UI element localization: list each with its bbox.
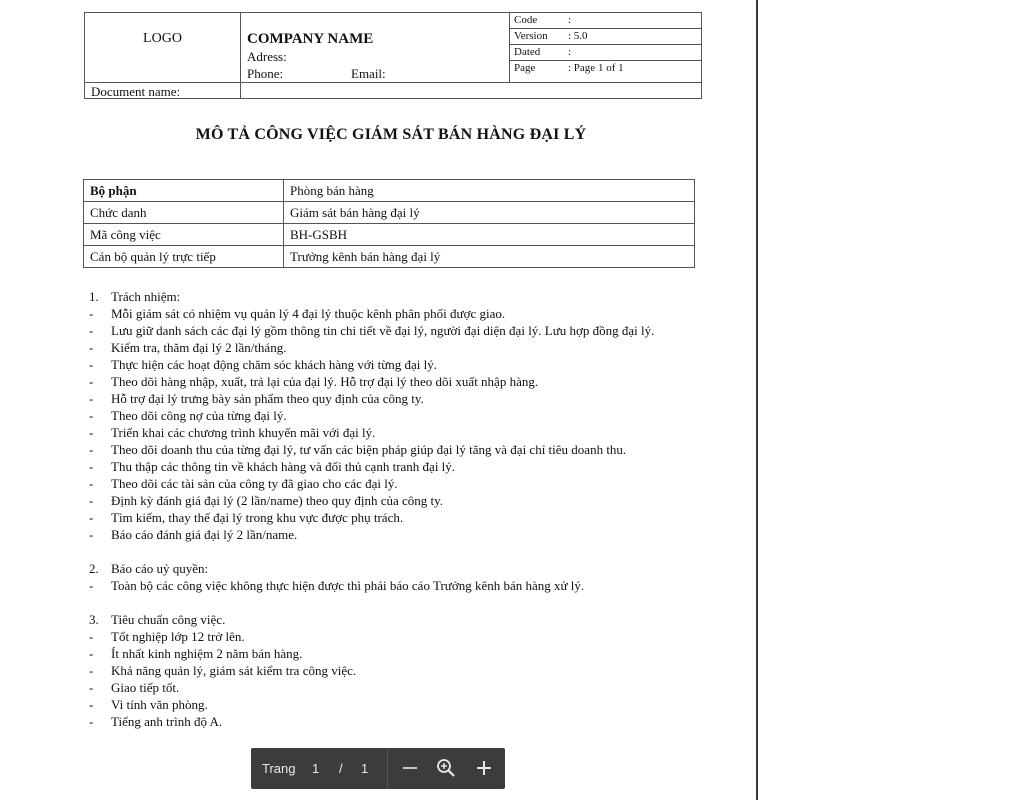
list-item: [89, 339, 699, 356]
list-item-text: Toàn bộ các công việc không thực hiện được thì phải báo cáo Trưởng kênh bán hàng xử lý.: [111, 578, 585, 593]
table-cell-value: Giám sát bán hàng đại lý: [284, 202, 695, 224]
section-heading: [89, 611, 699, 628]
section-title: Trách nhiệm:: [111, 289, 181, 304]
list-item-text: Hỗ trợ đại lý trưng bày sản phẩm theo quy định của công ty.: [111, 391, 424, 406]
info-key: Dated: [514, 46, 541, 58]
address-label: Adress:: [247, 49, 287, 64]
list-item-text: Triển khai các chương trình khuyến mãi với đại lý.: [111, 425, 376, 440]
table-row: [84, 180, 695, 202]
section-number: 2.: [89, 561, 99, 576]
table-cell-label: Mã công việc: [84, 224, 284, 246]
list-item: [89, 424, 699, 441]
bullet-dash: -: [89, 374, 94, 389]
list-item-text: Theo dõi hàng nhập, xuất, trả lại của đại lý. Hỗ trợ đại lý theo dõi xuất nhập hàng.: [111, 374, 539, 389]
document-header: [84, 12, 702, 99]
info-key: Code: [514, 14, 538, 26]
bullet-dash: -: [89, 680, 94, 695]
document-name-label: Document name:: [91, 84, 181, 99]
list-item: [89, 390, 699, 407]
list-item: [89, 322, 699, 339]
list-item: [89, 441, 699, 458]
total-pages: 1: [361, 761, 369, 776]
info-value: : Page 1 of 1: [568, 62, 624, 74]
bullet-dash: -: [89, 391, 94, 406]
list-item-text: Theo dõi các tài sản của công ty đã giao cho các đại lý.: [111, 476, 398, 491]
table-row: [84, 224, 695, 246]
list-item: [89, 662, 699, 679]
list-item-text: Tốt nghiệp lớp 12 trở lên.: [111, 629, 245, 644]
list-item: [89, 407, 699, 424]
section-number: 1.: [89, 289, 99, 304]
bullet-dash: -: [89, 578, 94, 593]
section-title: Tiêu chuẩn công việc.: [111, 612, 226, 627]
toolbar-divider: [387, 748, 388, 789]
bullet-dash: -: [89, 340, 94, 355]
list-item-text: Vi tính văn phòng.: [111, 697, 208, 712]
job-info-table: [83, 179, 695, 268]
bullet-dash: -: [89, 663, 94, 678]
table-row: [84, 202, 695, 224]
list-item-text: Khả năng quản lý, giám sát kiểm tra công việc.: [111, 663, 357, 678]
section-title: Báo cáo uỷ quyền:: [111, 561, 209, 576]
bullet-dash: -: [89, 527, 94, 542]
list-item: [89, 509, 699, 526]
document-info-block: [509, 13, 702, 82]
bullet-dash: -: [89, 493, 94, 508]
info-value: : 5.0: [568, 30, 588, 42]
list-item: [89, 645, 699, 662]
document-body: [89, 288, 699, 730]
table-cell-value: Phòng bán hàng: [284, 180, 695, 202]
info-key: Version: [514, 30, 548, 42]
pdf-toolbar: [251, 748, 505, 789]
list-item-text: Theo dõi công nợ của từng đại lý.: [111, 408, 287, 423]
bullet-dash: -: [89, 442, 94, 457]
document-title: MÔ TẢ CÔNG VIỆC GIÁM SÁT BÁN HÀNG ĐẠI LÝ: [195, 126, 587, 143]
info-key: Page: [514, 62, 536, 74]
table-cell-label: Cán bộ quản lý trực tiếp: [84, 246, 284, 268]
list-item-text: Báo cáo đánh giá đại lý 2 lần/name.: [111, 527, 298, 542]
bullet-dash: -: [89, 476, 94, 491]
zoom-in-icon[interactable]: [435, 757, 457, 779]
list-item: [89, 492, 699, 509]
bullet-dash: -: [89, 697, 94, 712]
list-item: [89, 696, 699, 713]
email-label: Email:: [351, 66, 386, 81]
list-item-text: Kiểm tra, thăm đại lý 2 lần/tháng.: [111, 340, 287, 355]
zoom-out-icon[interactable]: [399, 757, 421, 779]
list-item-text: Định kỳ đánh giá đại lý (2 lần/name) theo quy định của công ty.: [111, 493, 444, 508]
bullet-dash: -: [89, 510, 94, 525]
list-item: [89, 679, 699, 696]
list-item: [89, 526, 699, 543]
logo: LOGO: [143, 31, 182, 46]
info-row-dated: [510, 45, 702, 61]
info-row-code: [510, 13, 702, 29]
list-item: [89, 356, 699, 373]
list-item-text: Tìm kiếm, thay thế đại lý trong khu vực được phụ trách.: [111, 510, 404, 525]
table-cell-value: BH-GSBH: [284, 224, 695, 246]
section-gap: [89, 594, 699, 611]
list-item: [89, 628, 699, 645]
bullet-dash: -: [89, 306, 94, 321]
section-number: 3.: [89, 612, 99, 627]
list-item: [89, 713, 699, 730]
plus-icon[interactable]: [473, 757, 495, 779]
table-cell-label: Chức danh: [84, 202, 284, 224]
list-item-text: Theo dõi doanh thu của từng đại lý, tư vấn các biện pháp giúp đại lý tăng và đại chỉ tiêu doanh thu.: [111, 442, 627, 457]
company-name: COMPANY NAME: [247, 31, 374, 47]
table-row: [84, 246, 695, 268]
page-separator: /: [339, 761, 343, 776]
list-item-text: Ít nhất kinh nghiệm 2 năm bán hàng.: [111, 646, 303, 661]
list-item-text: Thu thập các thông tin về khách hàng và đối thủ cạnh tranh đại lý.: [111, 459, 456, 474]
list-item-text: Mỗi giám sát có nhiệm vụ quản lý 4 đại lý thuộc kênh phân phối được giao.: [111, 306, 506, 321]
table-cell-label: Bộ phận: [84, 180, 284, 202]
section-gap: [89, 543, 699, 560]
list-item-text: Tiếng anh trình độ A.: [111, 714, 223, 729]
table-cell-value: Trưởng kênh bán hàng đại lý: [284, 246, 695, 268]
list-item: [89, 475, 699, 492]
list-item: [89, 577, 699, 594]
bullet-dash: -: [89, 323, 94, 338]
bullet-dash: -: [89, 459, 94, 474]
list-item: [89, 458, 699, 475]
bullet-dash: -: [89, 408, 94, 423]
phone-label: Phone:: [247, 66, 284, 81]
bullet-dash: -: [89, 629, 94, 644]
list-item-text: Giao tiếp tốt.: [111, 680, 180, 695]
page-label: Trang: [262, 761, 296, 776]
section-heading: [89, 288, 699, 305]
header-divider: [240, 13, 241, 98]
info-row-page: [510, 61, 702, 83]
info-row-version: [510, 29, 702, 45]
bullet-dash: -: [89, 357, 94, 372]
bullet-dash: -: [89, 425, 94, 440]
section-heading: [89, 560, 699, 577]
bullet-dash: -: [89, 646, 94, 661]
list-item: [89, 305, 699, 322]
list-item: [89, 373, 699, 390]
viewer-background: [758, 0, 1023, 800]
info-value: :: [568, 14, 572, 26]
current-page-input[interactable]: 1: [312, 761, 320, 776]
list-item-text: Thực hiện các hoạt động chăm sóc khách hàng với từng đại lý.: [111, 357, 438, 372]
info-value: :: [568, 46, 572, 58]
bullet-dash: -: [89, 714, 94, 729]
list-item-text: Lưu giữ danh sách các đại lý gồm thông tin chi tiết về đại lý, người đại diện đại lý. Lưu hợp đồng đại lý.: [111, 323, 655, 338]
